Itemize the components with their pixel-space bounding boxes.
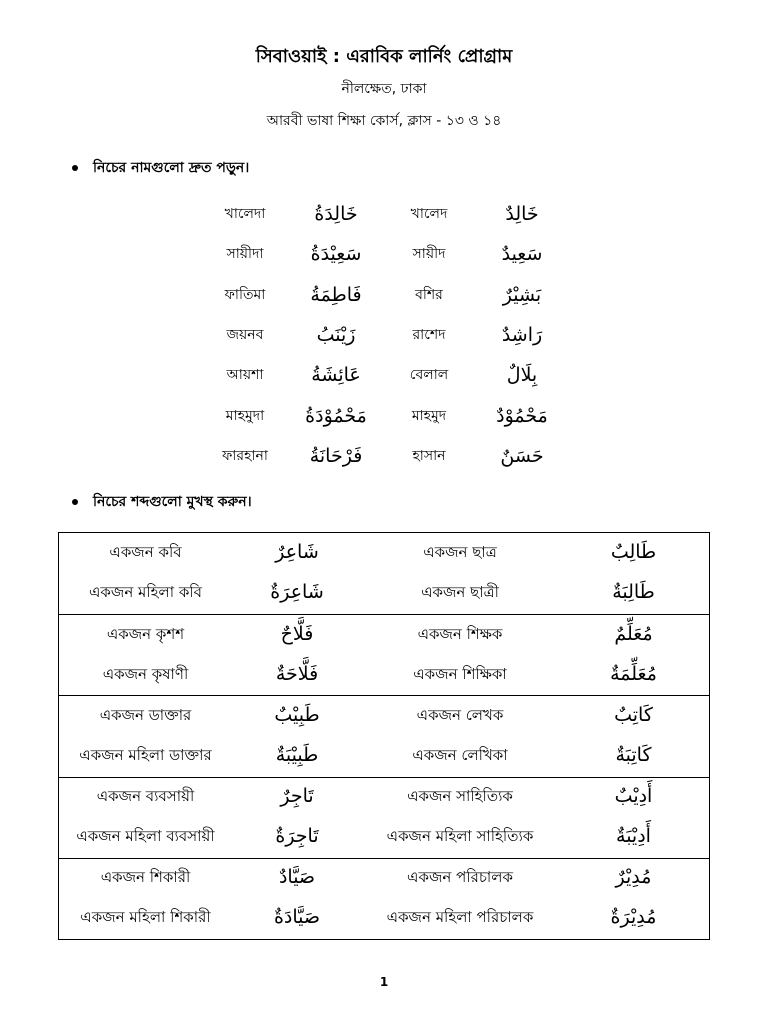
male-name-bengali: বশির [415,286,443,303]
name-row [200,194,568,234]
course-subtitle: আরবী ভাষা শিক্ষা কোর্স, ক্লাস - ১৩ ও ১৪ [266,113,502,129]
left-word-arabic: صَيَّادَةٌ [273,906,321,929]
vocab-row [59,859,709,899]
right-meaning-bengali: একজন লেখক [416,705,504,724]
right-word-arabic: مُعَلِّمَةٌ [610,662,657,685]
male-name-arabic: سَعِيدٌ [501,243,543,266]
left-word-arabic: شَاعِرٌ [275,540,319,563]
left-meaning-bengali: একজন কৃষাণী [102,664,189,683]
female-name-arabic: فَاطِمَةُ [310,283,362,306]
right-meaning-bengali: একজন ছাত্রী [421,583,499,602]
vocab-row [59,778,709,818]
male-name-bengali: মাহমুদ [411,407,447,424]
male-name-arabic: بِلَالٌ [506,364,538,387]
vocab-row [59,615,709,655]
right-word-arabic: طَالِبَةٌ [612,581,655,604]
document-title: সিবাওয়াই : এরাবিক লার্নিং প্রোগ্রাম [255,46,513,67]
female-name-arabic: زَيْنَبُ [316,324,356,347]
male-name-bengali: রাশেদ [412,327,446,344]
male-name-arabic: رَاشِدٌ [501,324,543,347]
left-meaning-bengali: একজন মহিলা ব্যবসায়ী [76,827,215,846]
right-word-arabic: كَاتِبٌ [614,703,653,726]
instruction-memorize-words [72,493,252,511]
male-name-bengali: খালেদ [410,206,448,223]
right-word-arabic: أَدِيْبٌ [614,785,653,808]
right-word-arabic: كَاتِبَةٌ [615,744,652,767]
name-row [200,234,568,274]
right-word-arabic: مُدِيْرٌ [615,866,652,889]
left-meaning-bengali: একজন কৃশশ [106,624,185,643]
right-meaning-bengali: একজন শিক্ষিকা [413,664,507,683]
vocab-row [59,574,709,615]
name-row [200,315,568,355]
left-word-arabic: فَلَّاحَةٌ [275,662,319,685]
male-name-bengali: বেলাল [409,367,449,384]
right-word-arabic: مُدِيْرَةٌ [610,906,657,929]
name-row [200,355,568,395]
left-word-arabic: فَلَّاحٌ [280,622,314,645]
right-meaning-bengali: একজন সাহিত্যিক [407,787,513,806]
right-meaning-bengali: একজন পরিচালক [407,868,513,887]
female-name-arabic: خَالِدَةُ [314,203,358,226]
female-name-bengali: জয়নব [226,327,264,344]
left-word-arabic: تَاجِرٌ [280,785,314,808]
vocab-row [59,696,709,736]
left-meaning-bengali: একজন মহিলা শিকারী [80,908,211,927]
name-row [200,275,568,315]
male-name-arabic: حَسَنٌ [500,444,544,467]
left-word-arabic: طَبِيْبَةٌ [275,744,319,767]
female-name-bengali: মাহমুদা [225,407,265,424]
right-meaning-bengali: একজন লেখিকা [412,746,508,765]
female-name-bengali: আয়শা [226,367,264,384]
male-name-arabic: مَحْمُوْدٌ [496,404,548,427]
male-name-bengali: সায়ীদ [412,246,446,263]
vocab-row [59,533,709,574]
vocab-table [58,532,710,940]
bullet-icon [72,499,78,505]
vocab-group [59,777,709,858]
vocab-group [59,695,709,776]
female-name-bengali: সায়ীদা [226,246,264,263]
name-row [200,395,568,435]
instruction-read-names [72,159,249,177]
female-name-bengali: ফারহানা [222,447,268,464]
vocab-row [59,818,709,858]
left-meaning-bengali: একজন কবি [109,542,182,561]
left-meaning-bengali: একজন ডাক্তার [99,705,192,724]
vocab-group [59,858,709,939]
names-grid [200,194,568,476]
right-meaning-bengali: একজন ছাত্র [423,542,497,561]
female-name-arabic: سَعِيْدَةُ [310,243,362,266]
left-meaning-bengali: একজন ব্যবসায়ী [96,787,195,806]
instruction-text: নিচের শব্দগুলো মুখস্থ করুন। [93,494,252,510]
vocab-row [59,655,709,695]
vocab-row [59,736,709,776]
vocab-row [59,899,709,939]
instruction-text: নিচের নামগুলো দ্রুত পড়ুন। [93,160,250,176]
male-name-bengali: হাসান [412,447,446,464]
location-subtitle: নীলক্ষেত, ঢাকা [341,81,427,97]
right-word-arabic: طَالِبٌ [610,540,657,563]
right-word-arabic: أَدِيْبَةٌ [616,825,651,848]
left-word-arabic: طَبِيْبٌ [274,703,320,726]
right-meaning-bengali: একজন শিক্ষক [417,624,503,643]
left-meaning-bengali: একজন শিকারী [100,868,191,887]
left-word-arabic: تَاجِرَةٌ [275,825,319,848]
bullet-icon [72,165,78,171]
male-name-arabic: خَالِدٌ [505,203,539,226]
female-name-arabic: مَحْمُوْدَةُ [305,404,367,427]
female-name-arabic: عَائِشَةُ [311,364,361,387]
right-word-arabic: مُعَلِّمٌ [614,622,653,645]
female-name-bengali: খালেদা [224,206,266,223]
left-meaning-bengali: একজন মহিলা কবি [89,583,202,602]
female-name-bengali: ফাতিমা [224,286,266,303]
right-meaning-bengali: একজন মহিলা পরিচালক [386,908,534,927]
vocab-group [59,533,709,614]
right-meaning-bengali: একজন মহিলা সাহিত্যিক [386,827,534,846]
left-word-arabic: شَاعِرَةٌ [270,581,324,604]
page-number: 1 [379,975,389,989]
left-word-arabic: صَيَّادٌ [278,866,316,889]
left-meaning-bengali: একজন মহিলা ডাক্তার [79,746,212,765]
vocab-group [59,614,709,695]
male-name-arabic: بَشِيْرٌ [502,283,542,306]
name-row [200,436,568,476]
female-name-arabic: فَرْحَانَةُ [309,444,363,467]
